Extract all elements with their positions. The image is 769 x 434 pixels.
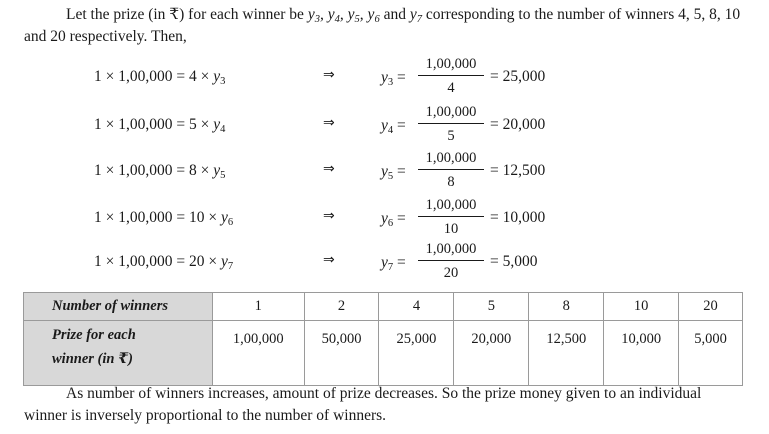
table-cell: 2: [304, 293, 379, 321]
table-cell: 12,500: [529, 321, 604, 386]
implies-arrow: ⇒: [323, 161, 335, 177]
equation-row: [0, 195, 769, 241]
table-cell: 10: [604, 293, 679, 321]
intro-text-start: Let the prize (in ₹) for each winner be: [66, 6, 308, 23]
equation-variable: $y_6$ =: [381, 210, 406, 230]
equation-fraction: 1,00,000 4: [418, 54, 484, 98]
table-cell: 5: [454, 293, 529, 321]
equation-row: [0, 239, 769, 285]
equation-variable: $y_4$ =: [381, 117, 406, 137]
equation-result: = 20,000: [490, 116, 546, 133]
equation-result: = 12,500: [490, 162, 546, 179]
table-cell: 25,000: [379, 321, 454, 386]
equation-row: [0, 102, 769, 148]
prize-table: [23, 292, 743, 386]
table-cell: 20: [679, 293, 743, 321]
equation-fraction: 1,00,000 10: [418, 195, 484, 239]
intro-paragraph: Let the prize (in ₹) for each winner be $y_3$, $y_4$, $y_5$, $y_6$ and $y_7$ corresponding to the number of winners 4, 5, 8, 10 and 20 respectively. Then,: [24, 6, 741, 45]
equation-lhs: $1 \times 1,00,000 = 5 \times y_4$: [94, 116, 226, 136]
implies-arrow: ⇒: [323, 115, 335, 131]
equation-lhs: $1 \times 1,00,000 = 20 \times y_7$: [94, 253, 234, 273]
equation-variable: $y_7$ =: [381, 254, 406, 274]
equation-variable: $y_3$ =: [381, 69, 406, 89]
table-cell: 20,000: [454, 321, 529, 386]
row-header-winners: Number of winners: [24, 293, 213, 321]
table-cell: 8: [529, 293, 604, 321]
row-header-prize: Prize for each winner (in ₹): [24, 321, 213, 386]
equation-fraction: 1,00,000 20: [418, 239, 484, 283]
equation-fraction: 1,00,000 5: [418, 102, 484, 146]
equation-result: = 25,000: [490, 68, 546, 85]
table-row: [24, 293, 743, 321]
equation-result: = 5,000: [490, 253, 538, 270]
equation-variable: $y_5$ =: [381, 163, 406, 183]
equation-row: [0, 148, 769, 194]
conclusion-paragraph: As number of winners increases, amount of prize decreases. So the prize money given to an individual winner is inversely proportional to the number of winners.: [24, 385, 702, 424]
equation-result: = 10,000: [490, 209, 546, 226]
table-cell: 50,000: [304, 321, 379, 386]
equation-lhs: $1 \times 1,00,000 = 4 \times y_3$: [94, 68, 226, 88]
table-cell: 5,000: [679, 321, 743, 386]
implies-arrow: ⇒: [323, 208, 335, 224]
equation-fraction: 1,00,000 8: [418, 148, 484, 192]
equation-lhs: $1 \times 1,00,000 = 8 \times y_5$: [94, 162, 226, 182]
intro-variable-last: $y_7$: [409, 6, 422, 26]
table-cell: 4: [379, 293, 454, 321]
intro-variables: $y_3$, $y_4$, $y_5$, $y_6$: [307, 6, 380, 26]
equation-lhs: $1 \times 1,00,000 = 10 \times y_6$: [94, 209, 234, 229]
table-cell: 1,00,000: [213, 321, 305, 386]
intro-text-end: corresponding to the number of winners 4, 5, 8, 10 and 20 respectively. Then,: [24, 6, 741, 45]
table-cell: 10,000: [604, 321, 679, 386]
table-row: [24, 321, 743, 386]
implies-arrow: ⇒: [323, 252, 335, 268]
table-cell: 1: [213, 293, 305, 321]
implies-arrow: ⇒: [323, 67, 335, 83]
equation-row: [0, 54, 769, 100]
